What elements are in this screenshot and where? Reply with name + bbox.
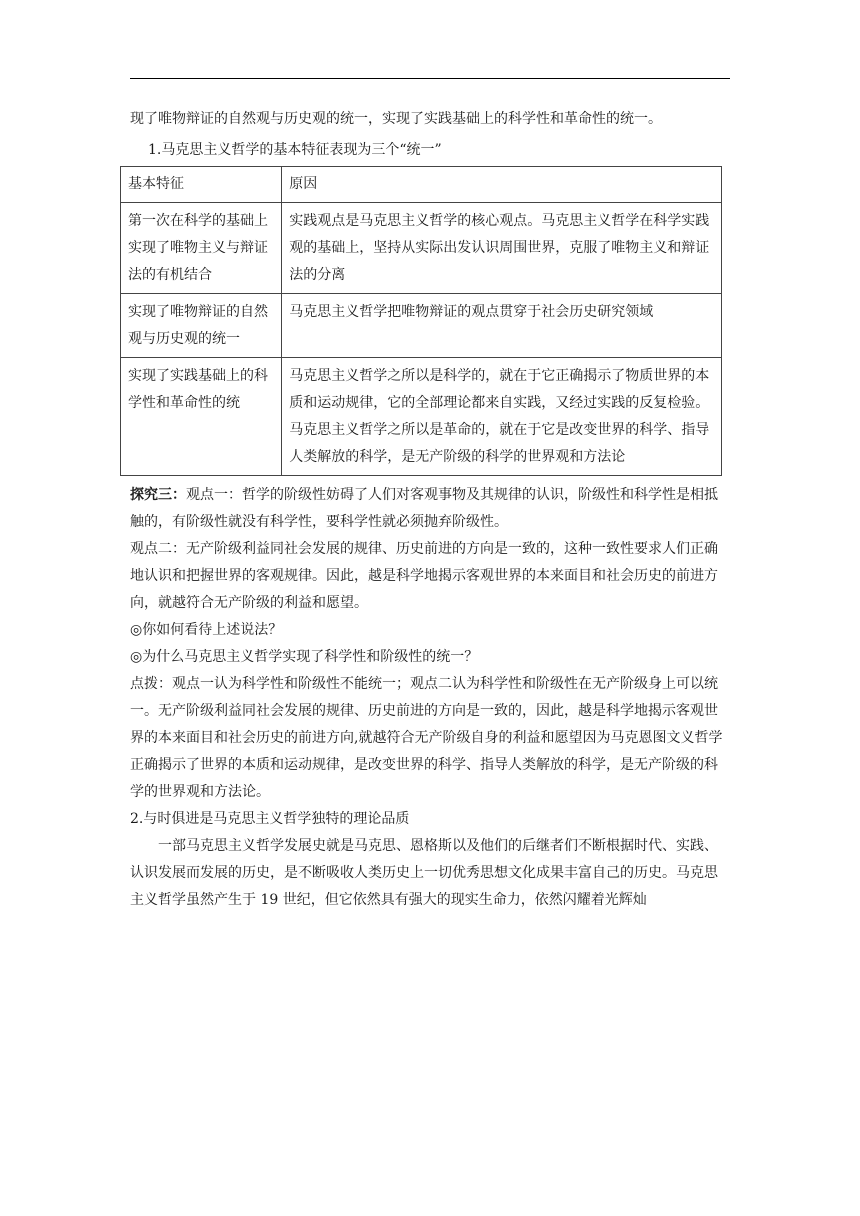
table-row [121, 358, 722, 476]
feature-cell: 实现了唯物辩证的自然观与历史观的统一 [121, 294, 282, 358]
view1-text: 观点一：哲学的阶级性妨碍了人们对客观事物及其规律的认识，阶级性和科学性是相抵触的，有阶级性就没有科学性，要科学性就必须抛弃阶级性。 [130, 487, 718, 530]
question-2: ◎为什么马克思主义哲学实现了科学性和阶级性的统一？ [130, 649, 479, 665]
explore3-view1 [130, 482, 730, 536]
table-caption: 1.马克思主义哲学的基本特征表现为三个“统一” [148, 142, 442, 158]
feature-cell: 实现了实践基础上的科学性和革命性的统 [121, 358, 282, 476]
reason-cell: 实践观点是马克思主义哲学的核心观点。马克思主义哲学在科学实践观的基础上，坚持从实际出发认识周围世界，克服了唯物主义和辩证法的分离 [282, 203, 722, 294]
table-row [121, 203, 722, 294]
section2-paragraph: 一部马克思主义哲学发展史就是马克思、恩格斯以及他们的后继者们不断根据时代、实践、认识发展而发展的历史，是不断吸收人类历史上一切优秀思想文化成果丰富自己的历史。马克思主义哲学虽然产生于 19 世纪，但它依然具有强大的现实生命力，依然闪耀着光辉灿 [130, 838, 718, 908]
table-row [121, 294, 722, 358]
explore3-view2: 观点二：无产阶级利益同社会发展的规律、历史前进的方向是一致的，这种一致性要求人们正确地认识和把握世界的客观规律。因此，越是科学地揭示客观世界的本来面目和社会历史的前进方向，就越符合无产阶级的利益和愿望。 [130, 541, 718, 611]
explore3-label: 探究三： [130, 487, 186, 503]
header-rule [130, 78, 730, 79]
reason-cell: 马克思主义哲学把唯物辩证的观点贯穿于社会历史研究领域 [282, 294, 722, 358]
question-1: ◎你如何看待上述说法？ [130, 622, 283, 638]
table-header-row [121, 167, 722, 203]
reason-cell: 马克思主义哲学之所以是科学的，就在于它正确揭示了物质世界的本质和运动规律，它的全部理论都来自实践，又经过实践的反复检验。马克思主义哲学之所以是革命的，就在于它是改变世界的科学、指导人类解放的科学，是无产阶级的科学的世界观和方法论 [282, 358, 722, 476]
header-reason: 原因 [282, 167, 722, 203]
intro-line: 现了唯物辩证的自然观与历史观的统一，实现了实践基础上的科学性和革命性的统一。 [130, 111, 662, 127]
section2-title: 2.与时俱进是马克思主义哲学独特的理论品质 [130, 811, 410, 827]
features-table [120, 166, 722, 476]
feature-cell: 第一次在科学的基础上实现了唯物主义与辩证法的有机结合 [121, 203, 282, 294]
hint-paragraph: 点拨：观点一认为科学性和阶级性不能统一；观点二认为科学性和阶级性在无产阶级身上可以统一。无产阶级利益同社会发展的规律、历史前进的方向是一致的，因此，越是科学地揭示客观世界的本来面目和社会历史的前进方向,就越符合无产阶级自身的利益和愿望因为马克恩图文义哲学正确揭示了世界的本质和运动规律，是改变世界的科学、指导人类解放的科学，是无产阶级的科学的世界观和方法论。 [130, 676, 723, 800]
page-content [130, 106, 730, 914]
header-feature: 基本特征 [121, 167, 282, 203]
